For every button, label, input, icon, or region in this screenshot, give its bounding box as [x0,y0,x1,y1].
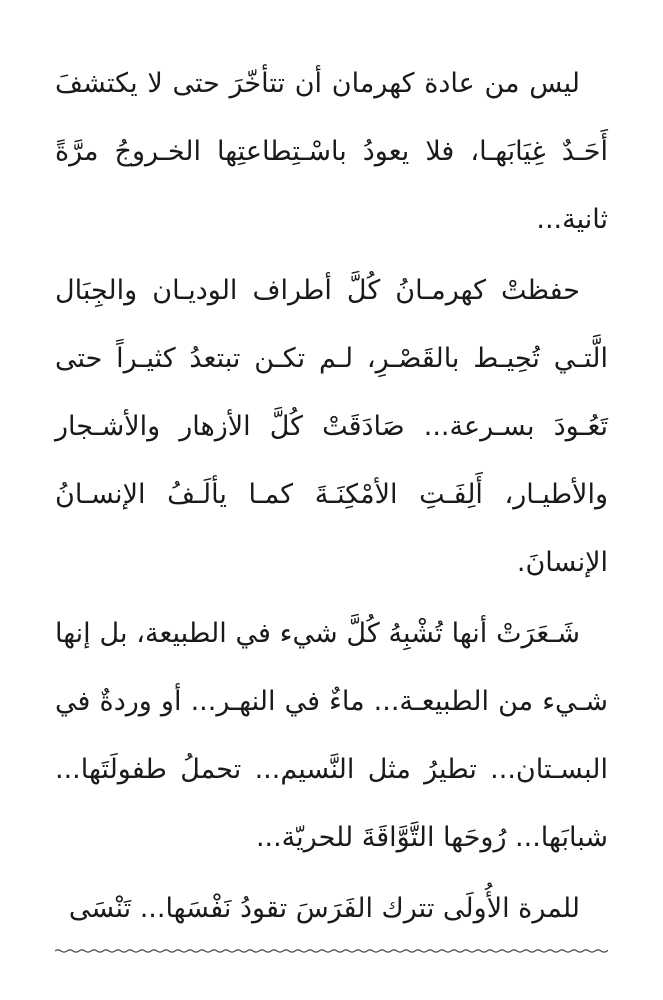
wavy-line-icon [55,946,608,956]
paragraph-2: حفظتْ كهرمـانُ كُلَّ أطراف الوديـان والجِبَال الَّتـي تُحِيـط بالقَصْـرِ، لـم تكـن تبتعدُ كثيـراً حتى تَعُـودَ بسـرعة... صَادَقَتْ كُلَّ الأزهار والأشـجار والأطيـار، أَلِفَـتِ الأمْكِنَـةَ كمـا يألَـفُ الإنسـانُ الإنسانَ. [55,275,608,578]
wavy-divider [55,946,608,956]
paragraph-3: شَـعَرَتْ أنها تُشْبِهُ كُلَّ شيء في الطبيعة، بل إنها شـيء من الطبيعـة... ماءٌ في النهـر... أو وردةٌ في البسـتان... تطيرُ مثل النَّسيم... تحملُ طفولَتَها... شبابَها... رُوحَها التَّوَّاقَةَ للحريّة... [55,618,608,853]
paragraph-1: ليس من عادة كهرمان أن تتأخّرَ حتى لا يكتشفَ أَحَـدٌ غِيَابَهـا، فلا يعودُ باسْـتِطاعتِها الخـروجُ مرَّةً ثانية... [55,68,608,235]
paragraph-4: للمرة الأُولَى تترك الفَرَسَ تقودُ نَفْسَها... تَنْسَى [68,893,580,924]
story-page [55,50,608,943]
